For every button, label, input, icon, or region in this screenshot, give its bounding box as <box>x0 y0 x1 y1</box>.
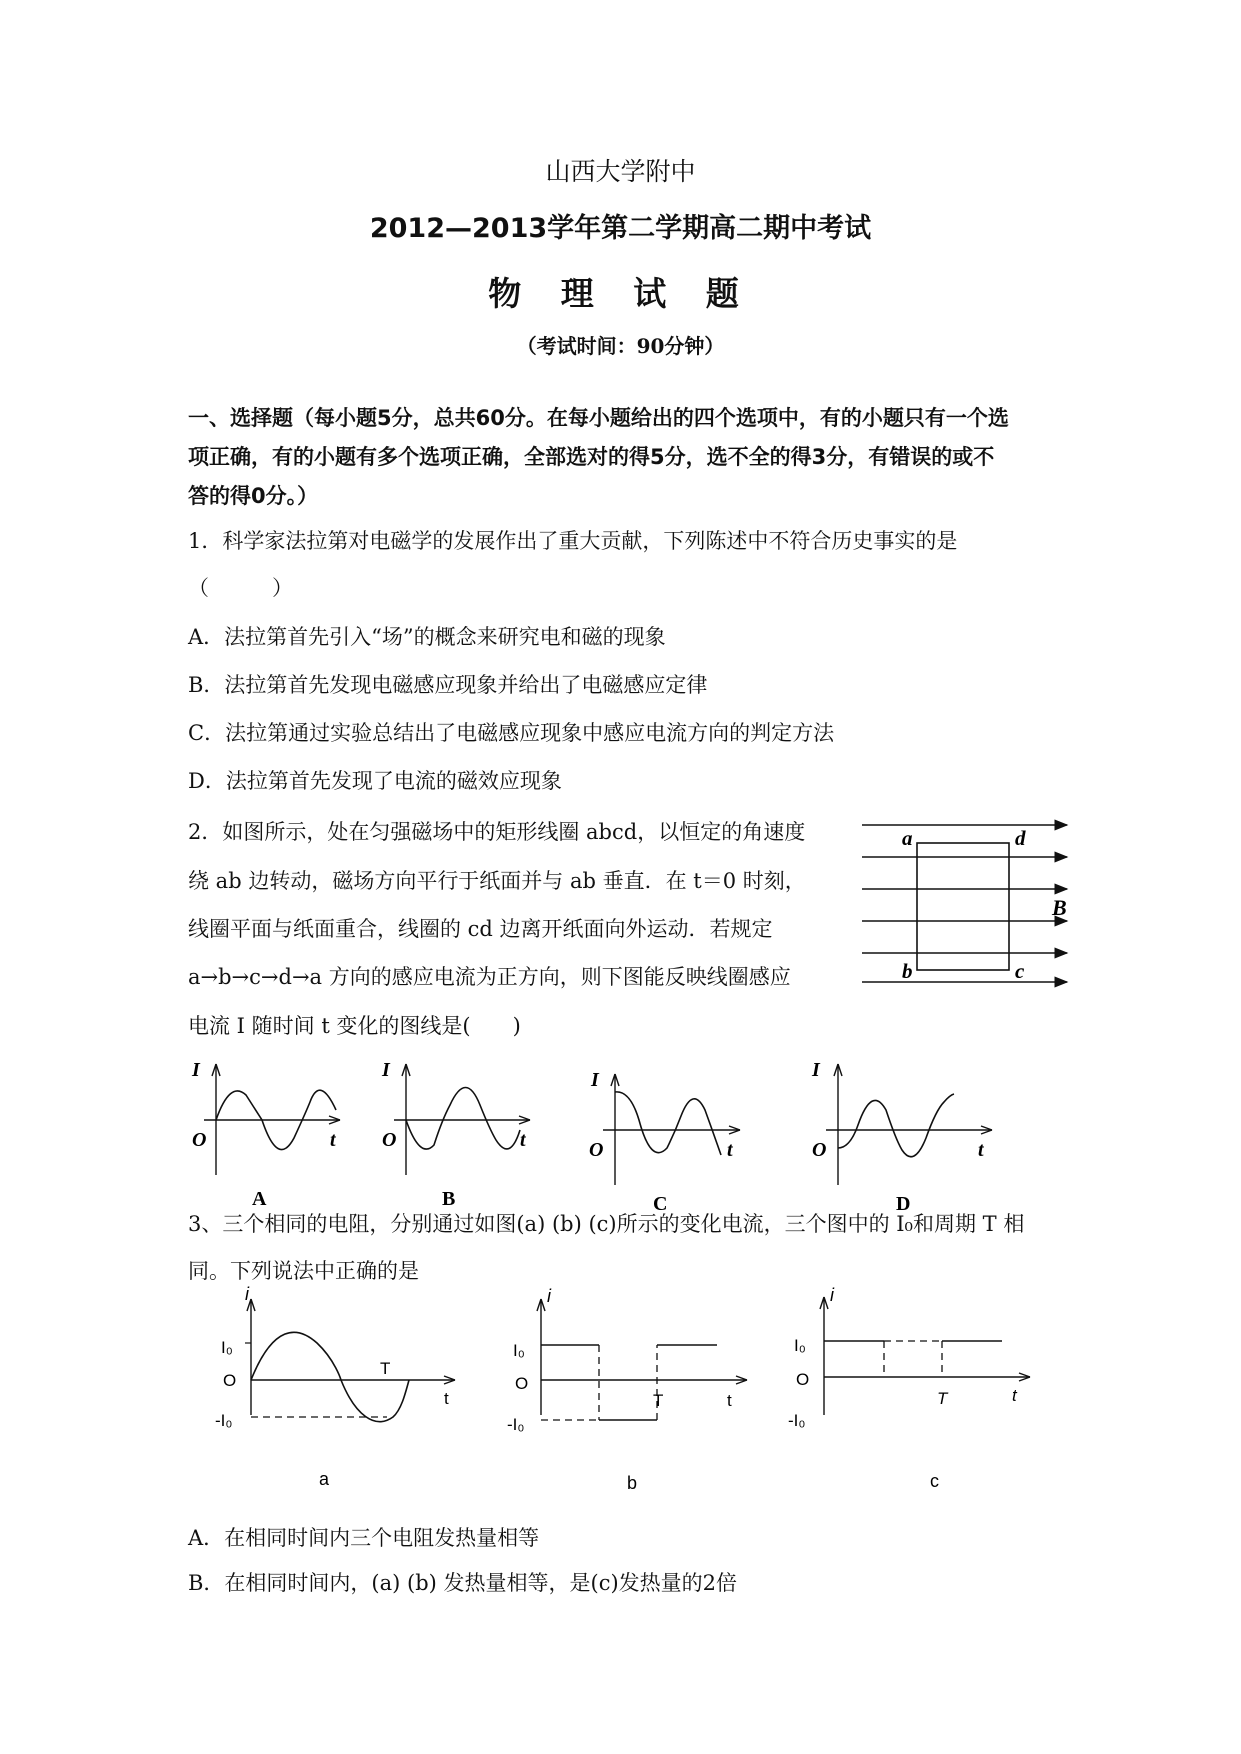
curve-b <box>406 1088 520 1150</box>
graph-d-caption: D <box>896 1193 911 1210</box>
axis-t-label: t <box>1012 1386 1017 1405</box>
origin-label: O <box>382 1129 397 1151</box>
q3-option-b: B．在相同时间内，(a) (b) 发热量相等，是(c)发热量的2倍 <box>188 1571 738 1595</box>
q2-coil-figure <box>860 815 1080 995</box>
section-heading-line-1: 一、选择题（每小题5分，总共60分。在每小题给出的四个选项中，有的小题只有一个选 <box>188 406 1009 430</box>
q1-blank: （ ） <box>188 576 293 600</box>
origin-label: O <box>192 1129 207 1151</box>
origin-label: O <box>515 1374 529 1393</box>
axis-t-label: t <box>520 1129 526 1151</box>
axis-i-label: i <box>547 1286 551 1306</box>
q3-graph-c <box>780 1285 1040 1525</box>
axis-t-label: t <box>978 1139 984 1161</box>
q1-option-b: B．法拉第首先发现电磁感应现象并给出了电磁感应定律 <box>188 673 708 697</box>
origin-label: O <box>812 1139 827 1161</box>
axis-i-label: i <box>830 1285 834 1305</box>
section-heading-line-2: 项正确，有的小题有多个选项正确，全部选对的得5分，选不全的得3分，有错误的或不 <box>188 445 995 469</box>
origin-label: O <box>589 1139 604 1161</box>
axis-i-label: I <box>591 1069 599 1091</box>
q1-stem: 1．科学家法拉第对电磁学的发展作出了重大贡献，下列陈述中不符合历史事实的是 <box>188 529 958 553</box>
q3-graph-b <box>505 1285 755 1525</box>
q2-graph-d <box>802 1050 1002 1210</box>
axis-t-label: t <box>444 1389 449 1408</box>
axis-t-label: t <box>330 1129 336 1151</box>
q3-line-2: 同。下列说法中正确的是 <box>188 1259 419 1283</box>
field-b-label: B <box>1052 895 1067 920</box>
school-name: 山西大学附中 <box>545 157 696 186</box>
axis-i-label: I <box>382 1059 390 1081</box>
graph-c-caption: C <box>653 1193 668 1210</box>
graph-a-caption: A <box>252 1188 267 1210</box>
graph-b-caption: b <box>627 1473 638 1493</box>
curve-c <box>615 1092 721 1155</box>
section-heading-line-3: 答的得0分。） <box>188 484 319 508</box>
graph-c-caption: c <box>930 1471 939 1491</box>
i0-label: I₀ <box>221 1338 233 1357</box>
neg-i0-label: -I₀ <box>788 1411 806 1430</box>
i0-label: I₀ <box>513 1341 525 1360</box>
corner-a-label: a <box>902 826 913 850</box>
q2-line-5: 电流 I 随时间 t 变化的图线是( ) <box>188 1014 521 1038</box>
period-label: T <box>380 1359 391 1378</box>
q2-graph-b <box>380 1050 540 1210</box>
axis-i-label: I <box>812 1059 820 1081</box>
curve-d <box>838 1094 954 1157</box>
q1-option-d: D．法拉第首先发现了电流的磁效应现象 <box>188 769 562 793</box>
graph-a-caption: a <box>319 1469 330 1489</box>
q2-line-1: 2．如图所示，处在匀强磁场中的矩形线圈 abcd，以恒定的角速度 <box>188 820 806 844</box>
corner-d-label: d <box>1015 826 1026 850</box>
neg-i0-label: -I₀ <box>507 1415 525 1434</box>
neg-i0-label: -I₀ <box>215 1411 233 1430</box>
q3-line-1: 3、三个相同的电阻，分别通过如图(a) (b) (c)所示的变化电流，三个图中的 I₀和周期 T 相 <box>188 1212 1025 1236</box>
graph-b-caption: B <box>442 1188 456 1210</box>
q2-line-2: 绕 ab 边转动，磁场方向平行于纸面并与 ab 垂直．在 t＝0 时刻， <box>188 869 806 893</box>
axis-t-label: t <box>727 1139 733 1161</box>
exam-duration: （考试时间：90分钟） <box>516 334 725 358</box>
axis-i-label: I <box>192 1059 200 1081</box>
axis-i-label: i <box>245 1285 249 1304</box>
i0-label: I₀ <box>794 1336 806 1355</box>
exam-term: 2012—2013学年第二学期高二期中考试 <box>369 213 872 244</box>
corner-c-label: c <box>1015 959 1025 983</box>
q3-option-a: A．在相同时间内三个电阻发热量相等 <box>188 1526 540 1550</box>
q2-line-3: 线圈平面与纸面重合，线圈的 cd 边离开纸面向外运动．若规定 <box>188 917 773 941</box>
q2-graph-a <box>190 1050 350 1210</box>
period-label: T <box>653 1391 664 1410</box>
origin-label: O <box>796 1370 810 1389</box>
q2-graph-c <box>575 1050 745 1210</box>
coil-rectangle <box>917 843 1009 970</box>
exam-subject: 物 理 试 题 <box>488 274 753 313</box>
field-lines <box>862 825 1067 982</box>
origin-label: O <box>223 1371 237 1390</box>
corner-b-label: b <box>902 959 913 983</box>
q1-option-c: C．法拉第通过实验总结出了电磁感应现象中感应电流方向的判定方法 <box>188 721 835 745</box>
q2-line-4: a→b→c→d→a 方向的感应电流为正方向，则下图能反映线圈感应 <box>188 965 791 989</box>
period-label: T <box>937 1389 948 1408</box>
q3-graph-a <box>215 1285 465 1525</box>
q1-option-a: A．法拉第首先引入“场”的概念来研究电和磁的现象 <box>188 625 666 649</box>
axis-t-label: t <box>727 1391 732 1410</box>
